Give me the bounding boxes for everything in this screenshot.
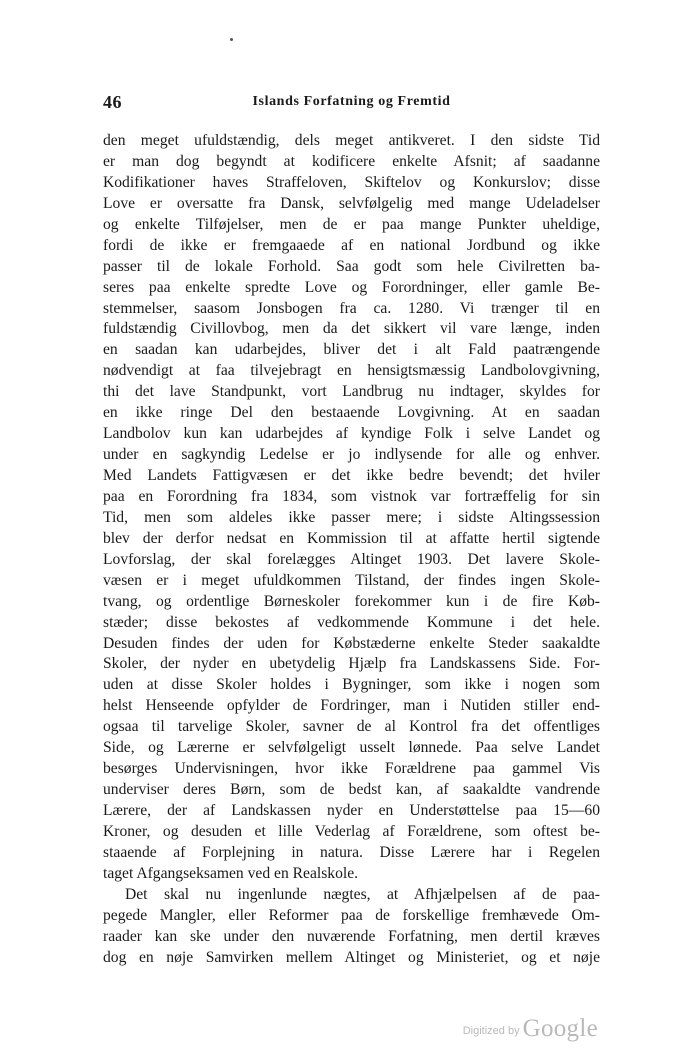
text-line: ogsaa til tarvelige Skoler, savner de al Kontrol fra det offentliges [103,718,600,736]
text-line: Lovforslag, der skal forelægges Altinget 1903. Det lavere Skole- [103,550,600,568]
digitized-watermark [463,1015,598,1043]
text-line: dog en nøje Samvirken mellem Altinget og Ministeriet, og et nøje [103,948,600,966]
text-line: pegede Mangler, eller Reformer paa de forskellige fremhævede Om- [103,906,600,924]
text-line: Kodifikationer haves Straffeloven, Skiftelov og Konkurslov; disse [103,173,600,191]
text-line: seres paa enkelte spredte Love og Forordninger, eller gamle Be- [103,278,600,296]
text-line: Skoler, der nyder en ubetydelig Hjælp fra Landskassens Side. For- [103,655,600,673]
text-line: underviser deres Børn, som de bedst kan, af saakaldte vandrende [103,781,600,799]
text-line: er man dog begyndt at kodificere enkelte Afsnit; af saadanne [103,152,600,170]
text-line: Tid, men som aldeles ikke passer mere; i sidste Altingssession [103,508,600,526]
body-text [103,131,600,969]
text-line: en saadan kan udarbejdes, bliver det i alt Fald paatrængende [103,341,600,359]
text-line: paa en Forordning fra 1834, som vistnok var fortræffelig for sin [103,487,600,505]
text-line: staaende af Forplejning in natura. Disse Lærere har i Regelen [103,843,600,861]
text-line: og enkelte Tilføjelser, men de er paa mange Punkter uheldige, [103,215,600,233]
text-line: tvang, og ordentlige Børneskoler forekommer kun i de fire Køb- [103,592,600,610]
text-line: uden at disse Skoler holdes i Bygninger, som ikke i nogen som [103,676,600,694]
text-line: den meget ufuldstændig, dels meget antikveret. I den sidste Tid [103,132,600,149]
text-line: en ikke ringe Del den bestaaende Lovgivning. At en saadan [103,404,600,422]
text-line: væsen er i meget ufuldkommen Tilstand, der findes ingen Skole- [103,571,600,589]
google-logo: Google [522,1015,598,1042]
text-line: under en sagkyndig Ledelse er jo indlysende for alle og enhver. [103,446,600,464]
paragraph-start-line: Det skal nu ingenlunde nægtes, at Afhjælpelsen af de paa- [125,885,600,903]
text-line: Landbolov kun kan udarbejdes af kyndige Folk i selve Landet og [103,425,600,443]
print-speck [230,38,233,41]
text-line: raader kan ske under den nuværende Forfatning, men dertil kræves [103,927,600,945]
text-line: stæder; disse bekostes af vedkommende Kommune i det hele. [103,613,600,631]
text-line: Love er oversatte fra Dansk, selvfølgelig med mange Udeladelser [103,194,600,212]
text-line: taget Afgangseksamen ved en Realskole. [103,864,359,882]
text-line: Med Landets Fattigvæsen er det ikke bedre bevendt; det hviler [103,467,600,484]
text-line: nødvendigt at faa tilvejebragt en hensigtsmæssig Landbolovgivning, [103,362,600,380]
text-line: thi det lave Standpunkt, vort Landbrug nu indtager, skyldes for [103,383,600,401]
running-head [103,92,600,116]
text-line: Desuden findes der uden for Købstæderne enkelte Steder saakaldte [103,634,600,652]
text-line: blev der derfor nedsat en Kommission til at affatte hertil sigtende [103,529,600,547]
page-number: 46 [103,92,122,112]
text-line: Lærere, der af Landskassen nyder en Understøttelse paa 15—60 [103,802,600,819]
text-line: passer til de lokale Forhold. Saa godt som hele Civilretten ba- [103,257,600,275]
text-line: fordi de ikke er fremgaaede af en national Jordbund og ikke [103,236,600,254]
running-title: Islands Forfatning og Fremtid [252,94,451,109]
text-line: besørges Undervisningen, hvor ikke Forældrene paa gammel Vis [103,760,600,778]
text-line: fuldstændig Civillovbog, men da det sikkert vil vare længe, inden [103,320,600,338]
text-line: stemmelser, saasom Jonsbogen fra ca. 1280. Vi trænger til en [103,299,600,317]
text-line: Side, og Lærerne er selvfølgeligt usselt lønnede. Paa selve Landet [103,739,600,757]
text-line: Kroner, og desuden et lille Vederlag af Forældrene, som oftest be- [103,822,600,840]
watermark-caption: Digitized by [462,1025,520,1037]
text-line: helst Henseende opfylder de Fordringer, man i Nutiden stiller end- [103,697,600,715]
